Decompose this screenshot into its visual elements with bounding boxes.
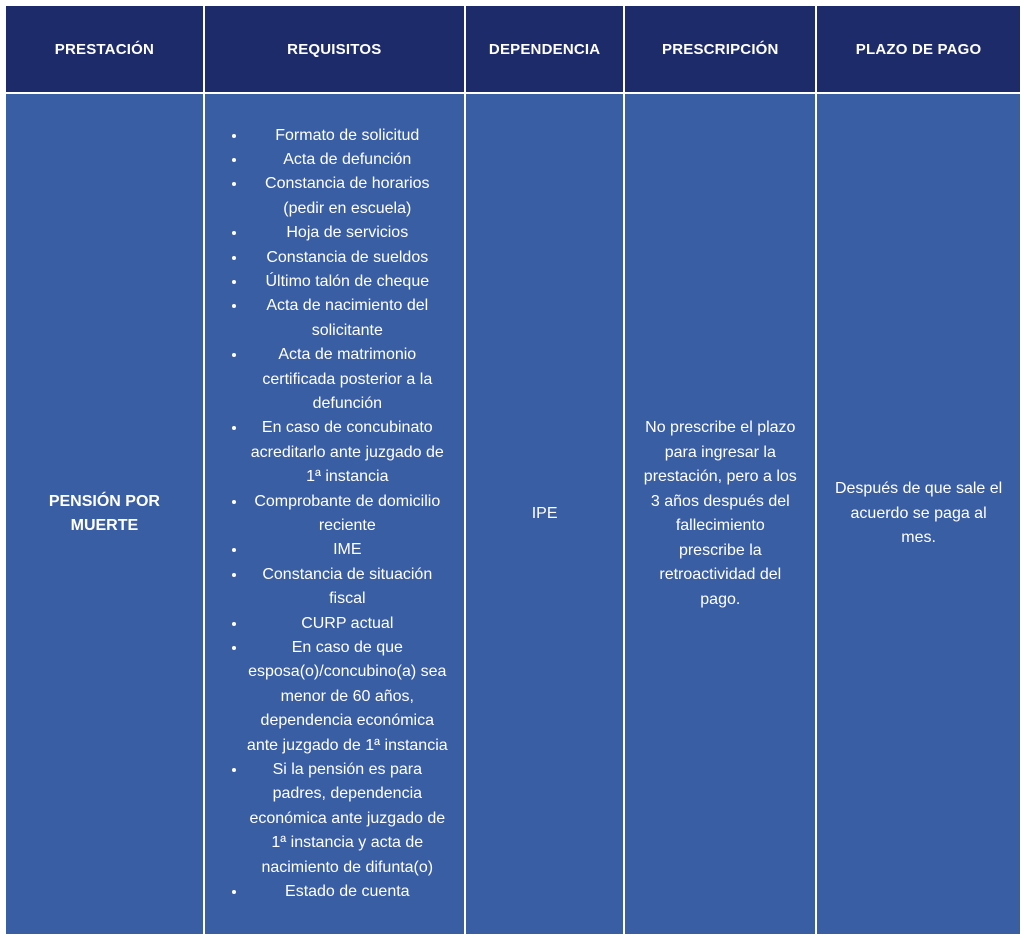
list-item: • Constancia de horarios (pedir en escuela) — [247, 172, 448, 221]
list-item: • Último talón de cheque — [247, 270, 448, 294]
header-row — [6, 6, 1020, 92]
list-item: • Si la pensión es para padres, dependencia económica ante juzgado de 1ª instancia y acta de nacimiento de difunta(o) — [247, 758, 448, 880]
header-prescripcion: PRESCRIPCIÓN — [625, 6, 815, 92]
header-dependencia: DEPENDENCIA — [466, 6, 624, 92]
list-item: • CURP actual — [247, 612, 448, 636]
list-item: • Formato de solicitud — [247, 124, 448, 148]
header-plazo-de-pago: PLAZO DE PAGO — [817, 6, 1020, 92]
cell-prescripcion: No prescribe el plazo para ingresar la prestación, pero a los 3 años después del fallecimiento prescribe la retroactividad del pago. — [625, 94, 815, 934]
list-item: • IME — [247, 538, 448, 562]
table-row — [6, 94, 1020, 934]
cell-prestacion: PENSIÓN POR MUERTE — [6, 94, 203, 934]
list-item: • Constancia de sueldos — [247, 246, 448, 270]
list-item: • Acta de defunción — [247, 148, 448, 172]
list-item: • Estado de cuenta — [247, 880, 448, 904]
list-item: • Acta de nacimiento del solicitante — [247, 294, 448, 343]
list-item: • En caso de que esposa(o)/concubino(a) sea menor de 60 años, dependencia económica ante juzgado de 1ª instancia — [247, 636, 448, 758]
list-item: • En caso de concubinato acreditarlo ante juzgado de 1ª instancia — [247, 416, 448, 489]
header-prestacion: PRESTACIÓN — [6, 6, 203, 92]
header-requisitos: REQUISITOS — [205, 6, 464, 92]
cell-requisitos — [205, 94, 464, 934]
benefits-table — [4, 4, 1022, 936]
cell-plazo-de-pago: Después de que sale el acuerdo se paga al mes. — [817, 94, 1020, 934]
list-item: • Hoja de servicios — [247, 221, 448, 245]
list-item: • Constancia de situación fiscal — [247, 563, 448, 612]
list-item: • Acta de matrimonio certificada posterior a la defunción — [247, 343, 448, 416]
list-item: • Comprobante de domicilio reciente — [247, 490, 448, 539]
requirements-list — [221, 124, 448, 905]
cell-dependencia: IPE — [466, 94, 624, 934]
